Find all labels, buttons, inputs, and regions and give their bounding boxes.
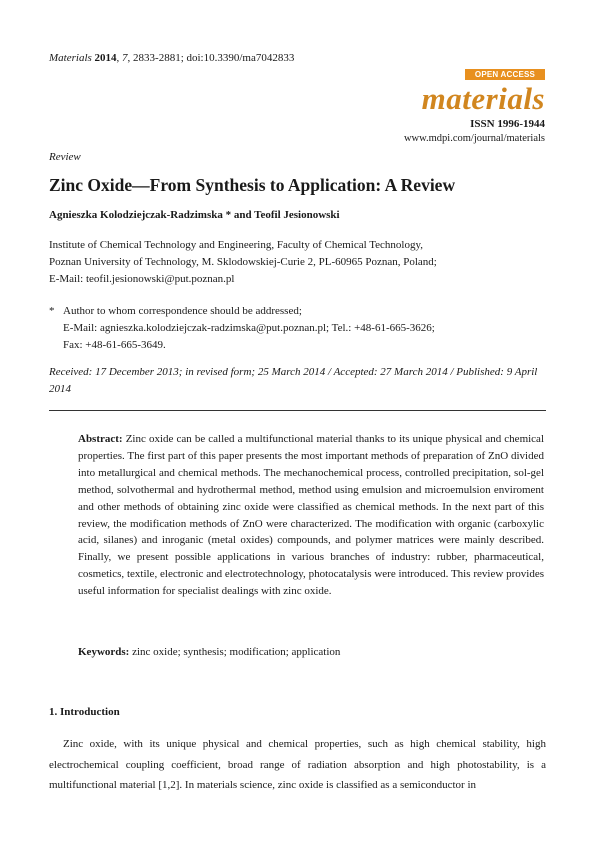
issn: ISSN 1996-1944: [470, 118, 545, 130]
keywords-text: zinc oxide; synthesis; modification; application: [132, 646, 341, 658]
correspondence-line: Author to whom correspondence should be addressed;: [63, 305, 302, 317]
correspondence-marker: *: [49, 305, 55, 317]
affiliation-email[interactable]: E-Mail: teofil.jesionowski@put.poznan.pl: [49, 273, 235, 285]
intro-paragraph: Zinc oxide, with its unique physical and chemical properties, such as high chemical stability, high electrochemical coupling coefficient, broad range of radiation absorption and high photostability, is a multifunctional material [1,2]. In materials science, zinc oxide is classified as a semiconductor in: [49, 738, 546, 791]
section-heading: 1. Introduction: [49, 706, 120, 718]
affiliation-line: Poznan University of Technology, M. Sklodowskiej-Curie 2, PL-60965 Poznan, Poland;: [49, 256, 437, 268]
abstract: [78, 431, 544, 600]
journal-url[interactable]: www.mdpi.com/journal/materials: [403, 133, 545, 144]
author-list: Agnieszka Kolodziejczak-Radzimska * and Teofil Jesionowski: [49, 209, 340, 221]
keywords-label: Keywords:: [78, 646, 130, 658]
correspondence-note: [49, 303, 435, 354]
correspondence-fax: Fax: +48-61-665-3649.: [63, 339, 166, 351]
divider: [49, 410, 546, 411]
keywords: [78, 646, 544, 658]
journal-logo: materials: [421, 81, 545, 116]
article-type: Review: [49, 151, 81, 163]
affiliation-line: Institute of Chemical Technology and Engineering, Faculty of Chemical Technology,: [49, 239, 423, 251]
citation-line: Materials 2014, 7, 2833-2881; doi:10.3390/ma7042833: [49, 52, 295, 64]
affiliation: [49, 237, 437, 288]
article-title: Zinc Oxide—From Synthesis to Application: A Review: [49, 175, 456, 195]
abstract-text: Zinc oxide can be called a multifunctional material thanks to its unique physical and chemical properties. The first part of this paper presents the most important methods of preparation of ZnO divided into metallurgical and chemical methods. The mechanochemical process, controlled precipitation, sol-gel method, solvothermal and hydrothermal method, method using emulsion and microemulsion enviroment and other methods of obtaining zinc oxide were classified as chemical methods. In the next part of this review, the modification methods of ZnO were characterized. The modification with organic (carboxylic acid, silanes) and inroganic (metal oxides) compounds, and polymer matrices were mainly described. Finally, we present possible applications in various branches of industry: rubber, pharmaceutical, cosmetics, textile, electronic and electrotechnology, photocatalysis were introduced. This review provides useful information for specialist dealings with zinc oxide.: [78, 433, 544, 598]
publication-dates: Received: 17 December 2013; in revised form; 25 March 2014 / Accepted: 27 March 2014 / Published: 9 April 2014: [49, 366, 538, 395]
open-access-badge: OPEN ACCESS: [465, 69, 545, 80]
correspondence-contact[interactable]: E-Mail: agnieszka.kolodziejczak-radzimska@put.poznan.pl; Tel.: +48-61-665-3626;: [63, 322, 435, 334]
abstract-label: Abstract:: [78, 433, 123, 445]
